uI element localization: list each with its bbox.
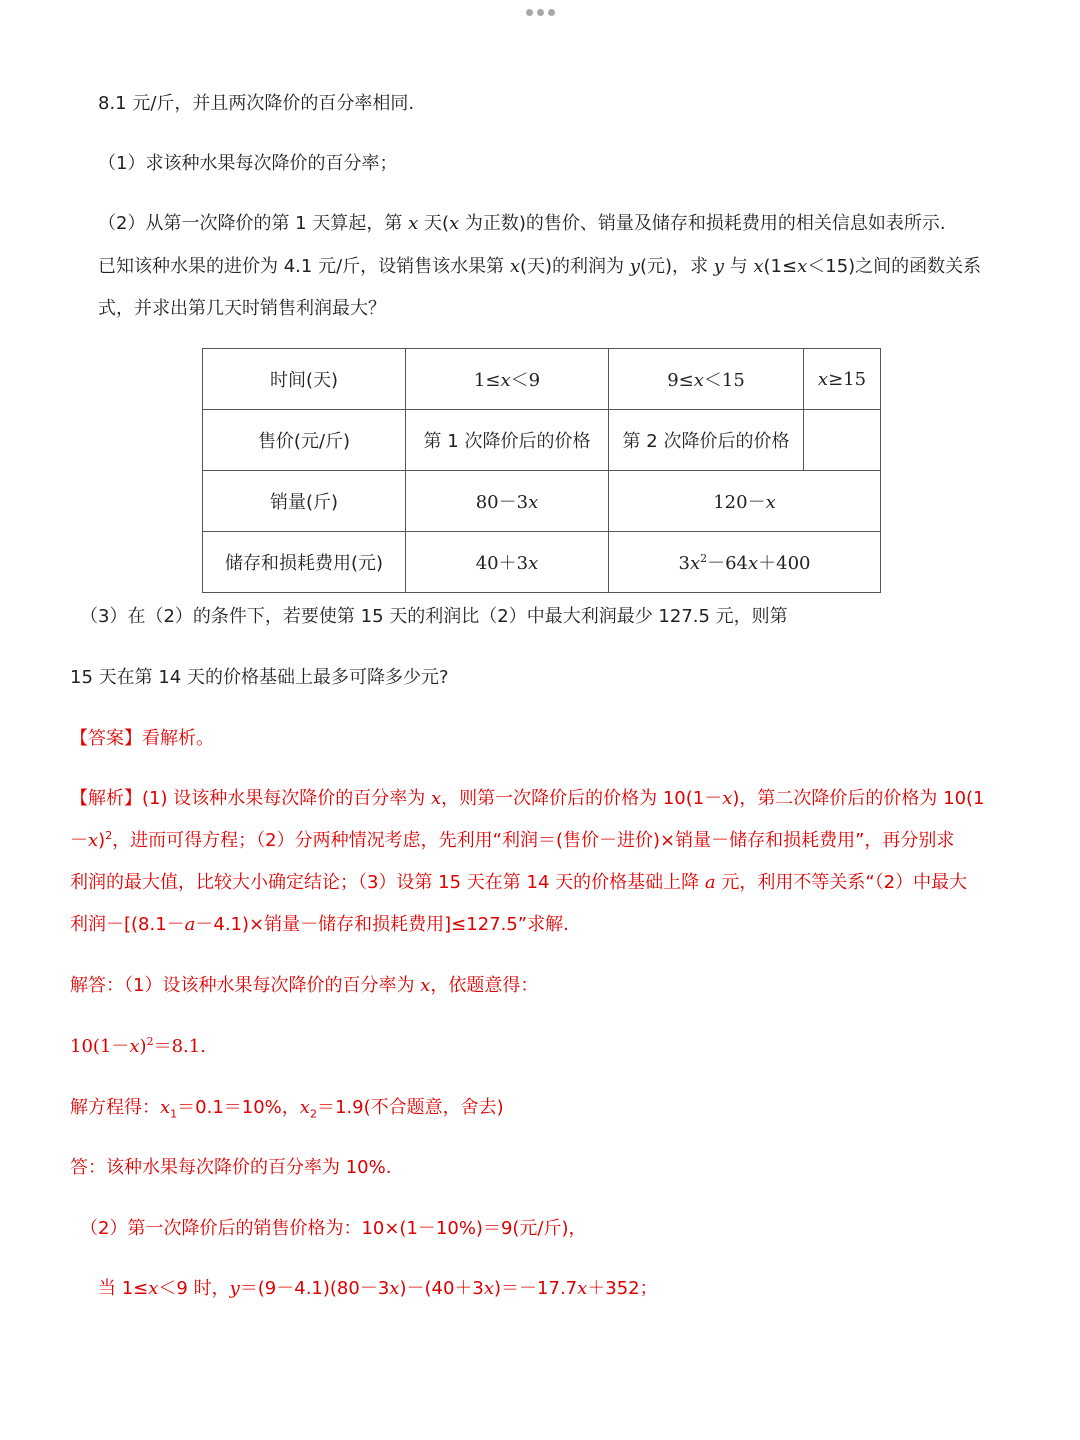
table-row (203, 471, 881, 532)
table-cell: 1≤x＜9 (406, 349, 609, 410)
table-cell: 销量(斤) (203, 471, 406, 532)
solve-line: 解方程得：$x_1=0.1=10\%$，$x_2=1.9$(不合题意，舍去) (70, 1097, 504, 1121)
table-row (203, 532, 881, 593)
question-1: （1）求该种水果每次降价的百分率； (98, 153, 398, 174)
table-cell: x≥15 (804, 349, 881, 410)
table-cell: 第 2 次降价后的价格 (609, 410, 804, 471)
table-cell: $3x^2-64x+400$ (609, 532, 881, 593)
table-cell: 80－3x (406, 471, 609, 532)
solution-1-intro: 解答：（1）设该种水果每次降价的百分率为 x，依题意得： (70, 975, 539, 996)
analysis-line-3: 利润的最大值，比较大小确定结论；（3）设第 15 天在第 14 天的价格基础上降 a 元，利用不等关系“（2）中最大 (70, 872, 968, 893)
more-menu-icon[interactable] (526, 9, 555, 16)
analysis-line-2: －x)$^2$，进而可得方程；（2）分两种情况考虑，先利用“利润＝(售价－进价)×销量－储存和损耗费用”，再分别求 (70, 829, 955, 851)
problem-intro-line: 8.1 元/斤，并且两次降价的百分率相同. (98, 93, 415, 114)
table-cell: 40＋3x (406, 532, 609, 593)
table-cell: 时间(天) (203, 349, 406, 410)
question-3-line-2: 15 天在第 14 天的价格基础上最多可降多少元? (70, 667, 449, 688)
table-cell: 售价(元/斤) (203, 410, 406, 471)
analysis-line-1: 【解析】(1) 设该种水果每次降价的百分率为 x，则第一次降价后的价格为 10(1－x)，第二次降价后的价格为 10(1 (70, 788, 985, 809)
question-3-line-1: （3）在（2）的条件下，若要使第 15 天的利润比（2）中最大利润最少 127.5 元，则第 (80, 606, 788, 627)
equation-line: $10(1-x)^2=8.1$. (70, 1035, 206, 1057)
table-cell (804, 410, 881, 471)
question-2-line-2: 已知该种水果的进价为 4.1 元/斤，设销售该水果第 x(天)的利润为 y(元)，求 y 与 x(1≤x＜15)之间的函数关系 (98, 256, 982, 277)
question-2-line-1: （2）从第一次降价的第 1 天算起，第 x 天(x 为正数)的售价、销量及储存和损耗费用的相关信息如表所示. (98, 213, 946, 234)
answer-1-line: 答：该种水果每次降价的百分率为 10%. (70, 1157, 392, 1178)
table-row (203, 349, 881, 410)
solution-2-case-line: 当 1≤x＜9 时，y＝(9－4.1)(80－3x)－(40＋3x)＝－17.7x＋352； (98, 1278, 658, 1299)
info-table (202, 348, 881, 593)
table-cell: 第 1 次降价后的价格 (406, 410, 609, 471)
analysis-line-4: 利润－[(8.1－a－4.1)×销量－储存和损耗费用]≤127.5”求解. (70, 914, 569, 935)
question-2-line-3: 式，并求出第几天时销售利润最大？ (98, 298, 386, 319)
table-row (203, 410, 881, 471)
answer-line: 【答案】看解析。 (70, 728, 214, 749)
table-cell: 9≤x＜15 (609, 349, 804, 410)
table-cell: 储存和损耗费用(元) (203, 532, 406, 593)
solution-2-line: （2）第一次降价后的销售价格为：10×(1－10%)＝9(元/斤)， (80, 1218, 587, 1239)
table-cell: 120－x (609, 471, 881, 532)
